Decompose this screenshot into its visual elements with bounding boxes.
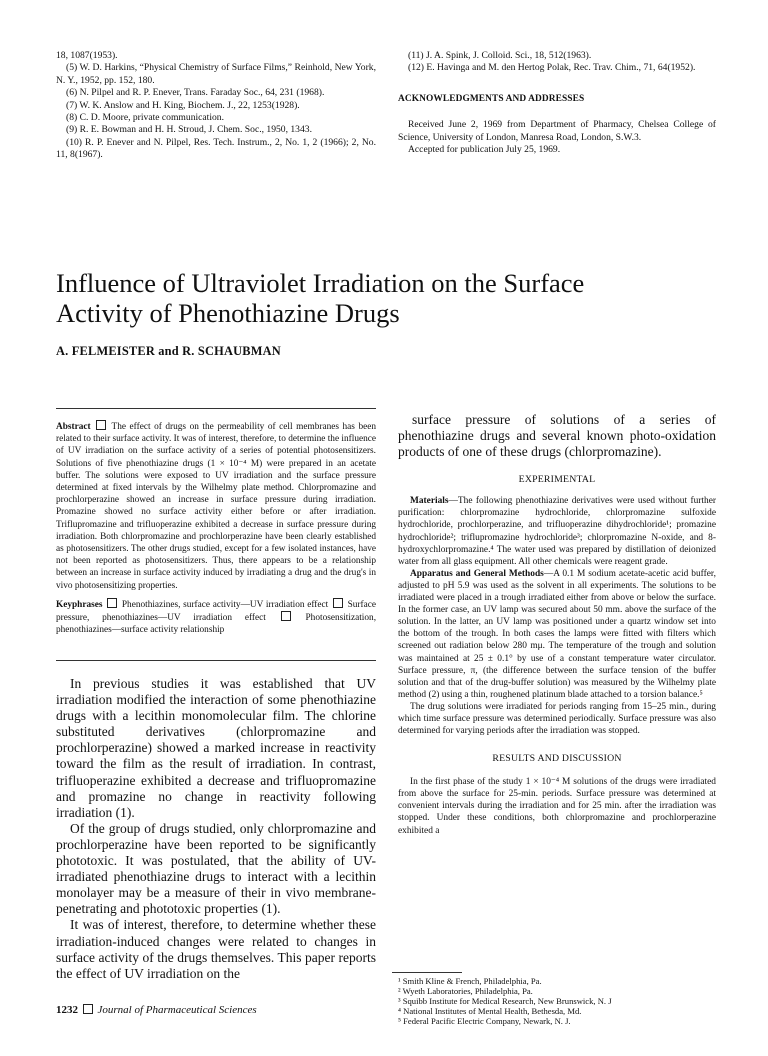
footnote: ² Wyeth Laboratories, Philadelphia, Pa. (398, 986, 533, 996)
abstract-top-rule (56, 408, 376, 409)
abstract (56, 420, 376, 636)
references-right (398, 50, 716, 156)
materials-text: The following phenothiazine derivatives were used without further purification: chlorpromazine hydrochloride, chlorpromazine sulfoxide hydrochloride, prochlorperazine, and trifluoperazine dihydrochloride¹; promazine hydrochloride²; triflupromazine hydrochloride³; chlorpromazine N-oxide, and 8-hydroxychlorpromazine.⁴ The water used was prepared by distillation of deionized water from all glass equipment. All other chemicals were reagent grade. (398, 496, 716, 567)
keyphrases-label: Keyphrases (56, 599, 103, 610)
abstract-label: Abstract (56, 422, 91, 432)
footnote: ¹ Smith Kline & French, Philadelphia, Pa. (398, 976, 542, 986)
abstract-bottom-rule (56, 660, 376, 661)
accepted-note: Accepted for publication July 25, 1969. (408, 144, 561, 156)
reference: (10) R. P. Enever and N. Pilpel, Res. Tech. Instrum., 2, No. 1, 2 (1966); 2, No. 11, 8(1967). (56, 136, 376, 161)
box-icon (107, 598, 117, 608)
apparatus-text: A 0.1 M sodium acetate-acetic acid buffer, adjusted to pH 5.9 was used as the solvent in all experiments. The solutions to be irradiated were placed in a trough irradiated either from above or below the surface. In the former case, an UV lamp was secured about 50 mm. above the surface of the solution. In the latter, an UV lamp was positioned under a quartz window set into the bottom of the trough. In both cases the lamps were fitted with filters which screened out radiation below 280 mμ. The temperature of the trough and solution was maintained at 25 ± 0.1° by use of a constant temperature water circulator. Surface pressure, π, (the difference between the surface tension of the buffer solution and that of the drug-buffer solution) was measured by the Wilhelmy plate method (2) using a thin, roughened platinum blade attached to a torsion balance.⁵ (398, 568, 716, 700)
footnote: ³ Squibb Institute for Medical Research, New Brunswick, N. J (398, 996, 612, 1006)
apparatus-label: Apparatus and General Methods (410, 568, 544, 579)
intro-paragraph: In previous studies it was established that UV irradiation modified the interaction of some phenothiazine drugs with a lecithin monomolecular film. The chlorine substituted derivatives (chlorpromazine and prochlorperazine) showed a marked increase in reactivity toward the film as the result of irradiation. In contrast, trifluoperazine exhibited a decrease and trifluopromazine and promazine no change in reactivity following irradiation (1). (56, 676, 376, 820)
box-icon (281, 611, 291, 621)
footnote: ⁵ Federal Pacific Electric Company, Newark, N. J. (398, 1016, 571, 1026)
drug-solutions-text: The drug solutions were irradiated for periods ranging from 15–25 min., during which time surface pressure was determined periodically. Surface pressure was also determined for varying periods after the irradiation was stopped. (398, 701, 716, 737)
results-heading: RESULTS AND DISCUSSION (492, 753, 622, 765)
footnote-rule (392, 972, 462, 973)
received-note: Received June 2, 1969 from Department of Pharmacy, Chelsea College of Science, University of London, Manresa Road, London, S.W.3. (398, 119, 716, 143)
box-icon (96, 420, 106, 430)
reference: (8) C. D. Moore, private communication. (66, 112, 224, 124)
reference: (5) W. D. Harkins, “Physical Chemistry of Surface Films,” Reinhold, New York, N. Y., 1952, pp. 152, 180. (56, 62, 376, 86)
introduction (56, 676, 376, 982)
article-title: Influence of Ultraviolet Irradiation on the Surface Activity of Phenothiazine Drugs (56, 268, 585, 328)
footnotes (398, 976, 716, 1026)
keyphrase: Photosensitization, phenothiazines—surface activity relationship (56, 613, 377, 636)
acknowledgments (398, 93, 716, 157)
page-number: 1232 (56, 1004, 78, 1016)
article-authors: A. FELMEISTER and R. SCHAUBMAN (56, 344, 281, 358)
page-footer (56, 1004, 257, 1016)
right-column: surface pressure of solutions of a series of phenothiazine drugs and several known photo-oxidation products of one of these drugs (chlorpromazine). EXPERIMENTAL Materials—The following phenothiazine derivatives were used without further purification: chlorpromazine hydrochloride, chlorpromazine sulfoxide hydrochloride, prochlorperazine, and trifluoperazine dihydrochloride¹; promazine hydrochloride²; triflupromazine hydrochloride³; chlorpromazine N-oxide, and 8-hydroxychlorpromazine.⁴ The water used was prepared by distillation of deionized water from all glass equipment. All other chemicals were reagent grade. Apparatus and General Methods—A 0.1 M sodium acetate-acetic acid buffer, adjusted to pH 5.9 was used as the solvent in all experiments. The solutions to be irradiated were placed in a trough irradiated either from above or below the surface. In the former case, an UV lamp was secured about 50 mm. above the surface of the solution. In the latter, an UV lamp was positioned under a quartz window set into the bottom of the trough. In both cases the lamps were fitted with filters which screened out radiation below 280 mμ. The temperature of the trough and solution was maintained at 25 ± 0.1° by use of a constant temperature water circulator. Surface pressure, π, (the difference between the surface tension of the buffer solution and that of the drug-buffer solution) was measured by the Wilhelmy plate method (2) using a thin, roughened platinum blade attached to a torsion balance.⁵ The drug solutions were irradiated for periods ranging from 15–25 min., during which time surface pressure was determined periodically. Surface pressure was also determined for varying periods after the irradiation was stopped. RESULTS AND DISCUSSION In the first phase of the study 1 × 10⁻⁴ M solutions of the drugs were irradiated from above the surface for 25-min. periods. Surface pressure was determined at convenient intervals during the irradiation and for 25 min. after the irradiation was stopped. Under these conditions, both chlorpromazine and prochlorperazine exhibited a (398, 412, 716, 836)
box-icon (83, 1004, 93, 1014)
reference: (12) E. Havinga and M. den Hertog Polak, Rec. Trav. Chim., 71, 64(1952). (408, 62, 696, 74)
intro-paragraph: It was of interest, therefore, to determine whether these irradiation-induced changes were related to changes in surface activity of the drugs themselves. This paper reports the effect of UV irradiation on the (56, 917, 376, 981)
intro-paragraph: Of the group of drugs studied, only chlorpromazine and prochlorperazine have been reported to be significantly phototoxic. It was postulated, that the ability of UV-irradiated phenothiazine drugs to interact with a lecithin monolayer may be a measure of their in vivo membrane-penetrating and phototoxic properties (1). (56, 820, 376, 917)
results-text: In the first phase of the study 1 × 10⁻⁴ M solutions of the drugs were irradiated from above the surface for 25-min. periods. Surface pressure was determined at convenient intervals during the irradiation and for 25 min. after the irradiation was stopped. Under these conditions, both chlorpromazine and prochlorperazine exhibited a (398, 777, 716, 836)
reference: (9) R. E. Bowman and H. H. Stroud, J. Chem. Soc., 1950, 1343. (66, 124, 312, 136)
experimental-heading: EXPERIMENTAL (518, 474, 596, 486)
reference: (6) N. Pilpel and R. P. Enever, Trans. Faraday Soc., 64, 231 (1968). (66, 87, 325, 99)
keyphrase: Surface pressure, phenothiazines—UV irradiation effect (56, 599, 376, 624)
box-icon (333, 598, 343, 608)
intro-continuation: surface pressure of solutions of a series of phenothiazine drugs and several known photo-oxidation products of one of these drugs (chlorpromazine). (398, 412, 716, 460)
materials-label: Materials (410, 496, 449, 507)
reference: 18, 1087(1953). (56, 50, 118, 61)
acknowledgments-heading: ACKNOWLEDGMENTS AND ADDRESSES (398, 93, 585, 104)
references-left (56, 50, 376, 162)
journal-name: Journal of Pharmaceutical Sciences (97, 1004, 257, 1016)
footnote: ⁴ National Institutes of Mental Health, Bethesda, Md. (398, 1006, 582, 1016)
abstract-text: The effect of drugs on the permeability of cell membranes has been related to their surface activity. It was of interest, therefore, to determine the influence of UV irradiation on the surface activity of a series of potential photosensitizers. Solutions of five phenothiazine drugs (1 × 10⁻⁴ M) were prepared in an acetate buffer. The solutions were exposed to UV irradiation and the surface pressure determined at fixed intervals by the Wilhelmy plate method. Chlorpromazine and prochlorperazine showed an increase in surface pressure during irradiation. Promazine showed no surface activity either before or after irradiation. Triflupromazine and trifluoperazine exhibited a decrease in surface pressure during irradiation. Both chlorpromazine and prochlorperazine have been clearly established as photosensitizers. The other drugs studied, except for a few isolated instances, have not been reported as photosensitizers. Thus, there appears to be a relationship between an increase in surface activity induced by irradiating a drug and the drug's in vivo photosensitizing properties. (56, 422, 376, 591)
reference: (7) W. K. Anslow and H. King, Biochem. J., 22, 1253(1928). (66, 99, 300, 111)
keyphrase: Phenothiazines, surface activity—UV irradiation effect (121, 599, 329, 610)
reference: (11) J. A. Spink, J. Colloid. Sci., 18, 512(1963). (408, 50, 592, 61)
